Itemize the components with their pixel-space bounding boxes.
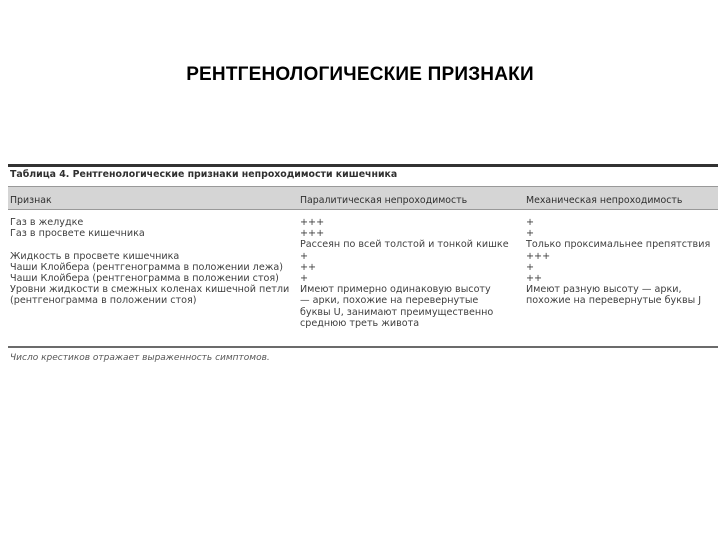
- sign-cell: Газ в желудке: [10, 217, 84, 228]
- sign-cell: Чаши Клойбера (рентгенограмма в положении лежа): [10, 261, 283, 273]
- table-top-rule: [8, 164, 718, 167]
- mechanical-cell: похожие на перевернутые буквы J: [526, 295, 702, 307]
- column-sign: [10, 217, 289, 307]
- paralytic-cell: Имеют примерно одинаковую высоту: [300, 284, 491, 296]
- header-sign: Признак: [10, 195, 52, 206]
- paralytic-cell: — арки, похожие на перевернутые: [300, 295, 479, 307]
- sign-cell: Жидкость в просвете кишечника: [10, 250, 180, 262]
- mechanical-cell: Только проксимальнее препятствия: [526, 239, 711, 251]
- column-paralytic: [300, 217, 509, 329]
- paralytic-cell: Рассеян по всей толстой и тонкой кишке: [300, 239, 509, 251]
- mechanical-cell: +: [526, 261, 535, 273]
- mechanical-cell: +++: [526, 250, 551, 262]
- paralytic-cell: +: [300, 272, 309, 284]
- paralytic-cell: +: [300, 250, 309, 262]
- sign-cell: Чаши Клойбера (рентгенограмма в положении стоя): [10, 272, 279, 284]
- header-mechanical: Механическая непроходимость: [526, 195, 683, 206]
- mechanical-cell: ++: [526, 272, 543, 284]
- paralytic-cell: буквы U, занимают преимущественно: [300, 306, 494, 318]
- scanned-table: [8, 160, 718, 368]
- mechanical-cell: +: [526, 217, 535, 228]
- paralytic-cell: +++: [300, 228, 325, 240]
- mechanical-cell: +: [526, 228, 535, 240]
- paralytic-cell: ++: [300, 261, 317, 273]
- sign-cell: [10, 239, 289, 250]
- table-footnote: Число крестиков отражает выраженность симптомов.: [10, 353, 270, 363]
- table-caption: Таблица 4. Рентгенологические признаки непроходимости кишечника: [10, 169, 398, 180]
- column-mechanical: [526, 217, 710, 307]
- sign-cell: Уровни жидкости в смежных коленах кишечной петли: [10, 284, 290, 296]
- header-paralytic: Паралитическая непроходимость: [300, 195, 468, 206]
- mechanical-cell: Имеют разную высоту — арки,: [526, 284, 682, 296]
- paralytic-cell: среднюю треть живота: [300, 317, 420, 329]
- paralytic-cell: +++: [300, 217, 325, 228]
- table-bottom-rule: [8, 346, 718, 348]
- sign-cell: Газ в просвете кишечника: [10, 228, 145, 240]
- sign-cell: (рентгенограмма в положении стоя): [10, 295, 197, 307]
- slide-title: РЕНТГЕНОЛОГИЧЕСКИЕ ПРИЗНАКИ: [186, 64, 534, 85]
